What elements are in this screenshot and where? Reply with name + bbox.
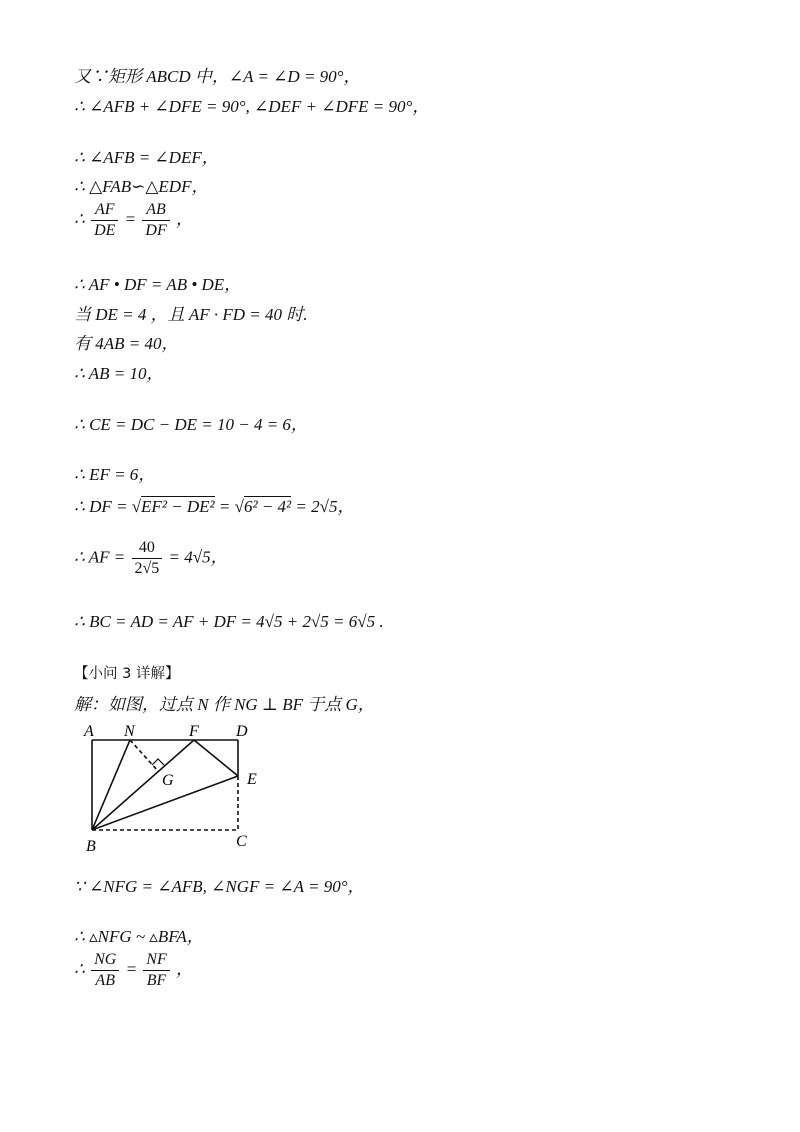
line-ratio-af-de: ∴ $\frac{AF}{DE}$ = $\frac{AB}{DF}$ ， xyxy=(74,201,193,239)
label-b: B xyxy=(86,838,96,855)
line-angles-nfg: ∵ ∠NFG = ∠AFB, ∠NGF = ∠A = 90°， xyxy=(74,877,365,896)
label-c: C xyxy=(236,833,247,850)
line-angle-sum: ∴ ∠AFB + ∠DFE = 90°, ∠DEF + ∠DFE = 90°， xyxy=(74,97,430,116)
line-ef: ∴ EF = 6， xyxy=(74,465,156,484)
fraction-nf-bf: $\frac{NF}{BF}$ xyxy=(143,950,169,991)
line-df-sqrt: ∴ DF = √EF² − DE² = √6² − 4² = 2√5， xyxy=(74,497,355,516)
line-solution-intro: 解：如图，过点 N 作 NG ⊥ BF 于点 G， xyxy=(74,695,375,714)
line-af-value: ∴ AF = $\frac{40}{2√5}$ = 4√5， xyxy=(74,539,228,577)
label-g: G xyxy=(162,772,174,789)
line-angle-equal: ∴ ∠AFB = ∠DEF， xyxy=(74,148,219,167)
geometry-figure xyxy=(80,718,270,858)
fraction-40: $\frac{40}{2√5}$ xyxy=(132,538,163,579)
label-n: N xyxy=(124,723,135,740)
label-d: D xyxy=(236,723,248,740)
label-e: E xyxy=(247,771,257,788)
line-4ab: 有 4AB = 40， xyxy=(74,334,179,353)
section-heading: 【小问 3 详解】 xyxy=(74,666,180,682)
line-bc: ∴ BC = AD = AF + DF = 4√5 + 2√5 = 6√5 . xyxy=(74,612,384,631)
line-ratio-ng-ab: ∴ $\frac{NG}{AB}$ = $\frac{NF}{BF}$ ， xyxy=(74,951,193,989)
line-given-de: 当 DE = 4 ，且 AF · FD = 40 时. xyxy=(74,305,308,324)
line-product: ∴ AF • DF = AB • DE， xyxy=(74,275,242,294)
line-similar-triangles: ∴ △FAB∽△EDF， xyxy=(74,177,209,196)
line-ce: ∴ CE = DC − DE = 10 − 4 = 6， xyxy=(74,415,308,434)
fraction-ab-df: $\frac{AB}{DF}$ xyxy=(142,200,169,241)
label-a: A xyxy=(84,723,94,740)
line-ab-10: ∴ AB = 10， xyxy=(74,364,164,383)
line-similar-nfg: ∴ ▵NFG ~ ▵BFA， xyxy=(74,927,204,946)
label-f: F xyxy=(189,723,199,740)
fraction-af-de: $\frac{AF}{DE}$ xyxy=(91,200,118,241)
line-rectangle-angles: 又∵矩形 ABCD 中，∠A = ∠D = 90°， xyxy=(74,67,361,86)
fraction-ng-ab: $\frac{NG}{AB}$ xyxy=(91,950,119,991)
